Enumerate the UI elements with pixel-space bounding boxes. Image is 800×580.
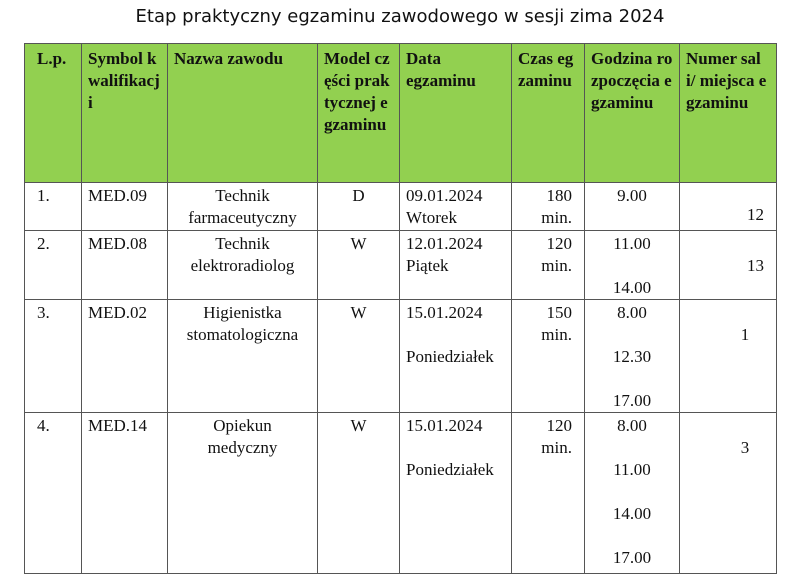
cell-model: W [318, 231, 400, 300]
cell-model: W [318, 413, 400, 574]
czas-unit: min. [541, 208, 572, 227]
godzina-value: 14.00 [612, 278, 652, 297]
cell-zawod [168, 300, 318, 413]
godzina-value: 9.00 [617, 186, 647, 205]
cell-model: D [318, 183, 400, 231]
cell-godzina [585, 183, 680, 231]
table-row [25, 300, 777, 413]
czas-unit: min. [541, 438, 572, 457]
zawod-line-2: stomatologiczna [186, 325, 299, 344]
cell-czas [512, 231, 585, 300]
godzina-value: 12.30 [612, 347, 652, 366]
cell-data [400, 231, 512, 300]
czas-value: 150 [546, 303, 572, 322]
header-model: Model części praktycznej egzaminu [318, 44, 400, 183]
cell-lp: 3. [25, 300, 82, 413]
data-date: 15.01.2024 [406, 416, 483, 435]
table-header-row [25, 44, 777, 183]
czas-unit: min. [541, 325, 572, 344]
cell-godzina [585, 300, 680, 413]
data-day: Piątek [406, 256, 449, 275]
zawod-line-2: elektroradiolog [190, 256, 295, 275]
zawod-line-1: Opiekun [213, 416, 272, 435]
cell-data [400, 300, 512, 413]
header-zawod: Nazwa zawodu [168, 44, 318, 183]
cell-sala: 1 [680, 300, 777, 413]
zawod-line-1: Technik [215, 234, 270, 253]
cell-zawod [168, 183, 318, 231]
exam-schedule-table [24, 43, 777, 574]
cell-sala: 12 [680, 183, 777, 231]
cell-zawod [168, 231, 318, 300]
zawod-line-1: Technik [215, 186, 270, 205]
czas-value: 180 [546, 186, 572, 205]
data-date: 12.01.2024 [406, 234, 483, 253]
data-day: Poniedziałek [406, 347, 494, 366]
godzina-value: 17.00 [612, 548, 652, 567]
data-date: 09.01.2024 [406, 186, 483, 205]
header-sala: Numer sali/ miejsca egzaminu [680, 44, 777, 183]
cell-symbol: MED.09 [82, 183, 168, 231]
header-czas: Czas egzaminu [512, 44, 585, 183]
cell-model: W [318, 300, 400, 413]
data-day: Wtorek [406, 208, 457, 227]
document-title: Etap praktyczny egzaminu zawodowego w sesji zima 2024 [135, 6, 665, 27]
cell-symbol: MED.14 [82, 413, 168, 574]
godzina-value: 11.00 [613, 460, 651, 479]
godzina-value: 8.00 [617, 416, 647, 435]
cell-godzina [585, 231, 680, 300]
header-symbol: Symbol kwalifikacji [82, 44, 168, 183]
cell-godzina [585, 413, 680, 574]
data-day: Poniedziałek [406, 460, 494, 479]
cell-sala: 3 [680, 413, 777, 574]
godzina-value: 14.00 [612, 504, 652, 523]
header-data: Data egzaminu [400, 44, 512, 183]
table-row [25, 231, 777, 300]
table-row [25, 183, 777, 231]
zawod-line-1: Higienistka [203, 303, 282, 322]
table-row [25, 413, 777, 574]
cell-symbol: MED.02 [82, 300, 168, 413]
czas-value: 120 [546, 416, 572, 435]
czas-value: 120 [546, 234, 572, 253]
header-lp: L.p. [25, 44, 82, 183]
data-date: 15.01.2024 [406, 303, 483, 322]
godzina-value: 17.00 [612, 391, 652, 410]
cell-lp: 4. [25, 413, 82, 574]
cell-czas [512, 413, 585, 574]
cell-symbol: MED.08 [82, 231, 168, 300]
cell-czas [512, 183, 585, 231]
cell-sala: 13 [680, 231, 777, 300]
zawod-line-2: medyczny [207, 438, 278, 457]
cell-data [400, 413, 512, 574]
godzina-value: 11.00 [613, 234, 651, 253]
cell-lp: 1. [25, 183, 82, 231]
cell-czas [512, 300, 585, 413]
header-godzina: Godzina rozpoczęcia egzaminu [585, 44, 680, 183]
godzina-value: 8.00 [617, 303, 647, 322]
cell-lp: 2. [25, 231, 82, 300]
zawod-line-2: farmaceutyczny [188, 208, 297, 227]
cell-data [400, 183, 512, 231]
cell-zawod [168, 413, 318, 574]
czas-unit: min. [541, 256, 572, 275]
